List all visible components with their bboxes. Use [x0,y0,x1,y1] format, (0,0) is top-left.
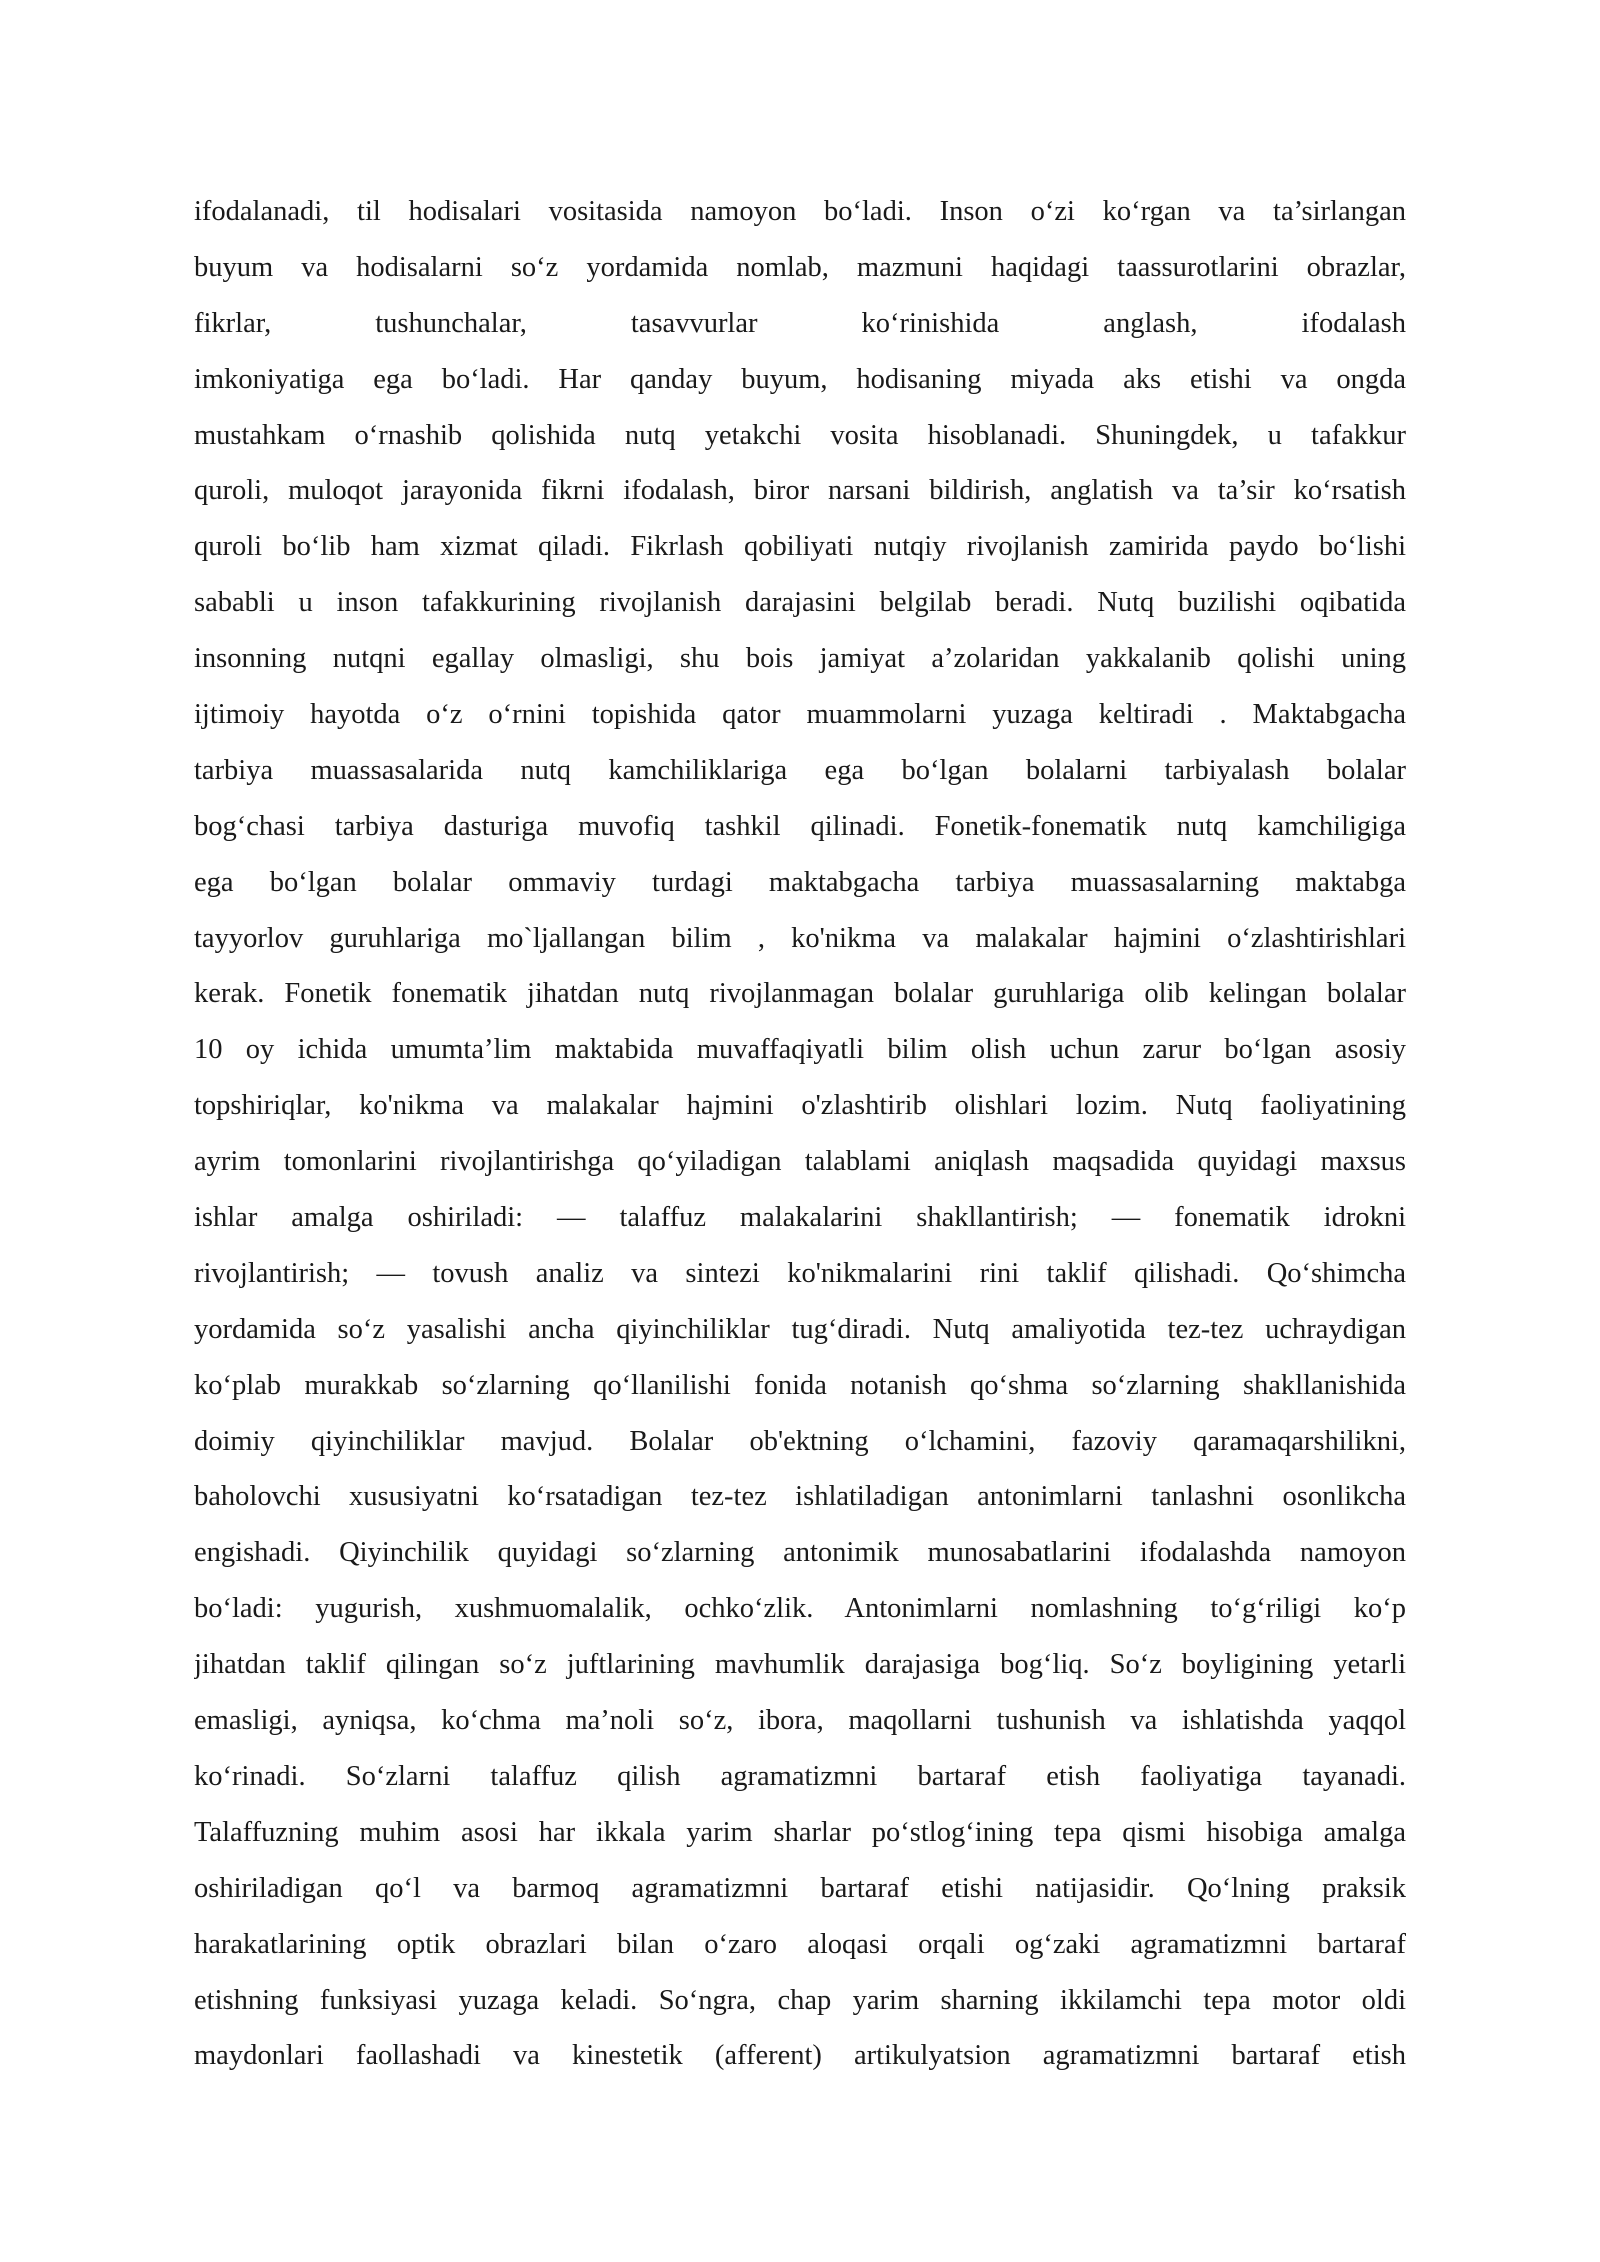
text-line: maydonlari faollashadi va kinestetik (afferent) artikulyatsion agramatizmni bartaraf etish [194,2040,1406,2072]
text-line: tarbiya muassasalarida nutq kamchiliklariga ega bo‘lgan bolalarni tarbiyalash bolalar [194,754,1406,786]
text-line: ishlar amalga oshiriladi: — talaffuz malakalarini shakllantirish; — fonematik idrokni [194,1202,1406,1234]
text-line: emasligi, ayniqsa, ko‘chma ma’noli so‘z, ibora, maqollarni tushunish va ishlatishda yaqqol [194,1705,1406,1737]
text-line: fikrlar, tushunchalar, tasavvurlar ko‘rinishida anglash, ifodalash [194,307,1406,339]
text-line: imkoniyatiga ega bo‘ladi. Har qanday buyum, hodisaning miyada aks etishi va ongda [194,363,1406,395]
text-line: etishning funksiyasi yuzaga keladi. So‘ngra, chap yarim sharning ikkilamchi tepa motor oldi [194,1984,1406,2016]
text-line: insonning nutqni egallay olmasligi, shu bois jamiyat a’zolaridan yakkalanib qolishi uning [194,643,1406,675]
text-line: ko‘rinadi. So‘zlarni talaffuz qilish agramatizmni bartaraf etish faoliyatiga tayanadi. [194,1760,1406,1792]
text-line: mustahkam o‘rnashib qolishida nutq yetakchi vosita hisoblanadi. Shuningdek, u tafakkur [194,419,1406,451]
text-line: ayrim tomonlarini rivojlantirishga qo‘yiladigan talablami aniqlash maqsadida quyidagi maxsus [194,1146,1406,1178]
text-line: rivojlantirish; — tovush analiz va sintezi ko'nikmalarini rini taklif qilishadi. Qo‘shimcha [194,1257,1406,1289]
text-line: quroli bo‘lib ham xizmat qiladi. Fikrlash qobiliyati nutqiy rivojlanish zamirida paydo bo‘lishi [194,531,1406,563]
text-line: ijtimoiy hayotda o‘z o‘rnini topishida qator muammolarni yuzaga keltiradi . Maktabgacha [194,699,1406,731]
text-line: yordamida so‘z yasalishi ancha qiyinchiliklar tug‘diradi. Nutq amaliyotida tez-tez uchraydigan [194,1313,1406,1345]
text-line: quroli, muloqot jarayonida fikrni ifodalash, biror narsani bildirish, anglatish va ta’sir ko‘rsatish [194,475,1406,507]
text-line: topshiriqlar, ko'nikma va malakalar hajmini o'zlashtirib olishlari lozim. Nutq faoliyatining [194,1090,1406,1122]
text-line: 10 oy ichida umumta’lim maktabida muvaffaqiyatli bilim olish uchun zarur bo‘lgan asosiy [194,1034,1406,1066]
text-line: doimiy qiyinchiliklar mavjud. Bolalar ob'ektning o‘lchamini, fazoviy qaramaqarshilikni, [194,1425,1406,1457]
text-line: tayyorlov guruhlariga mo`ljallangan bilim , ko'nikma va malakalar hajmini o‘zlashtirishlari [194,922,1406,954]
text-line: ifodalanadi, til hodisalari vositasida namoyon bo‘ladi. Inson o‘zi ko‘rgan va ta’sirlangan [194,196,1406,227]
text-line: engishadi. Qiyinchilik quyidagi so‘zlarning antonimik munosabatlarini ifodalashda namoyon [194,1537,1406,1569]
text-line: sababli u inson tafakkurining rivojlanish darajasini belgilab beradi. Nutq buzilishi oqibatida [194,587,1406,619]
text-line: Talaffuzning muhim asosi har ikkala yarim sharlar po‘stlog‘ining tepa qismi hisobiga amalga [194,1816,1406,1848]
body-text [194,184,1406,2084]
text-line: harakatlarining optik obrazlari bilan o‘zaro aloqasi orqali og‘zaki agramatizmni bartaraf [194,1928,1406,1960]
text-line: jihatdan taklif qilingan so‘z juftlarining mavhumlik darajasiga bog‘liq. So‘z boyligining yetarli [194,1649,1406,1681]
text-line: ega bo‘lgan bolalar ommaviy turdagi maktabgacha tarbiya muassasalarning maktabga [194,866,1406,898]
text-line: buyum va hodisalarni so‘z yordamida nomlab, mazmuni haqidagi taassurotlarini obrazlar, [194,251,1406,283]
text-line: oshiriladigan qo‘l va barmoq agramatizmni bartaraf etishi natijasidir. Qo‘lning praksik [194,1872,1406,1904]
text-line: ko‘plab murakkab so‘zlarning qo‘llanilishi fonida notanish qo‘shma so‘zlarning shakllanishida [194,1369,1406,1401]
text-line: kerak. Fonetik fonematik jihatdan nutq rivojlanmagan bolalar guruhlariga olib kelingan bolalar [194,978,1406,1010]
text-line: bo‘ladi: yugurish, xushmuomalalik, ochko‘zlik. Antonimlarni nomlashning to‘g‘riligi ko‘p [194,1593,1406,1625]
text-line: bog‘chasi tarbiya dasturiga muvofiq tashkil qilinadi. Fonetik-fonematik nutq kamchiligiga [194,810,1406,842]
text-line: baholovchi xususiyatni ko‘rsatadigan tez-tez ishlatiladigan antonimlarni tanlashni osonlikcha [194,1481,1406,1513]
